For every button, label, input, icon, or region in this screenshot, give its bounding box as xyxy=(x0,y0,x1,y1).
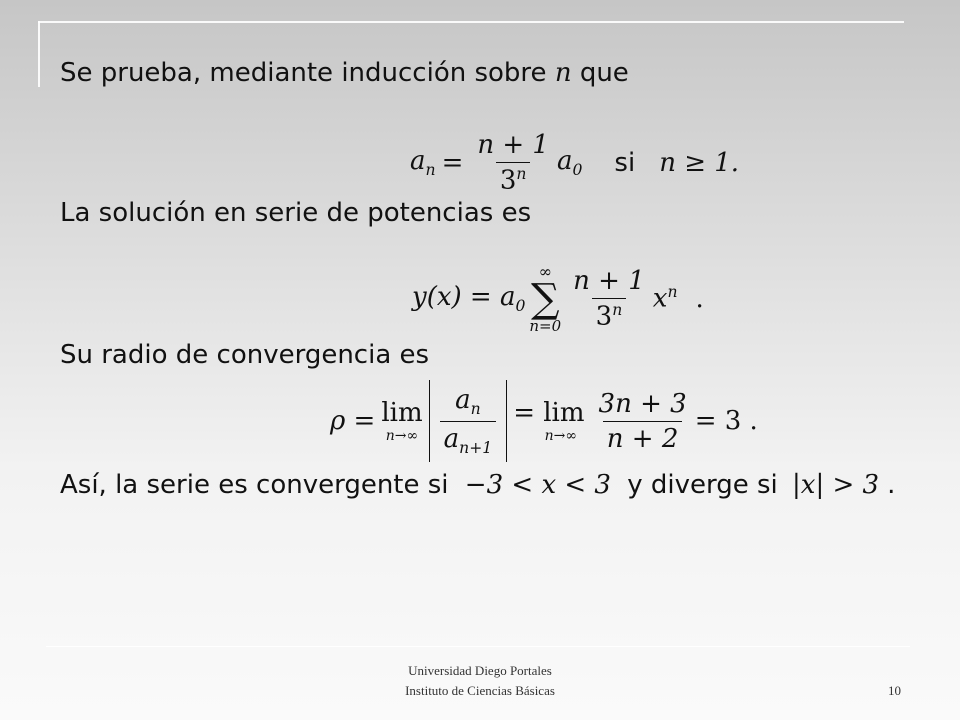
eq1-denominator: 3$^n$ xyxy=(496,162,531,196)
footer-university: Universidad Diego Portales xyxy=(408,663,552,678)
footer-institute: Instituto de Ciencias Básicas xyxy=(405,683,555,698)
sigma-icon: ∑ xyxy=(531,276,560,322)
equation-1: $a_n$ = $\frac{n + 1}{3^n}$ $a_0$ si n ≥ 1. xyxy=(410,130,740,196)
eq1-fraction xyxy=(473,130,553,196)
line1-text: Se prueba, mediante inducción sobre xyxy=(60,58,555,88)
line1-end: que xyxy=(571,58,629,88)
line4-abs: |x| > 3 xyxy=(792,470,880,500)
eq3-lim-2: = lim n→∞ xyxy=(513,398,585,444)
footer-rule xyxy=(46,646,910,647)
eq3-absolute-value: $\frac{a_n}{a_{n+1}}$ xyxy=(429,380,508,462)
text-line-1 xyxy=(60,58,629,88)
text-line-4: Así, la serie es convergente si −3 < x < 3 y diverge si |x| > 3 . xyxy=(60,470,896,500)
eq1-condition: n ≥ 1. xyxy=(659,147,740,178)
eq1-coef: $a_0$ xyxy=(556,146,583,180)
equation-3 xyxy=(330,380,758,462)
eq3-lim-1: lim n→∞ xyxy=(381,398,423,444)
frame-top-rule xyxy=(38,21,904,23)
eq2-summation: ∞ ∑ n=0 xyxy=(529,262,562,335)
eq3-fraction: $\frac{3n + 3}{n + 2}$ xyxy=(598,388,687,454)
text-line-2: La solución en serie de potencias es xyxy=(60,198,532,228)
frame-left-rule xyxy=(38,21,40,87)
page-number: 10 xyxy=(888,683,901,698)
equation-2: $y(x) = a_0$ ∞ ∑ n=0 $\frac{n + 1}{3^n}$ $x^n$ . xyxy=(412,262,704,335)
eq1-numerator: n + 1 xyxy=(477,130,549,160)
line4-inequality: −3 < x < 3 xyxy=(464,470,611,500)
eq2-lhs: $y(x) = a_0$ xyxy=(412,281,526,316)
text-line-3: Su radio de convergencia es xyxy=(60,340,430,370)
eq1-lhs: $a_n$ xyxy=(410,146,436,180)
eq2-fraction: $\frac{n + 1}{3^n}$ xyxy=(573,265,645,332)
eq1-si: si xyxy=(614,147,636,178)
eq2-tail: $x^n$ xyxy=(652,283,678,314)
eq3-rho: ρ = xyxy=(330,406,376,436)
line1-var: n xyxy=(554,58,572,88)
eq3-result: = 3 . xyxy=(694,406,758,436)
